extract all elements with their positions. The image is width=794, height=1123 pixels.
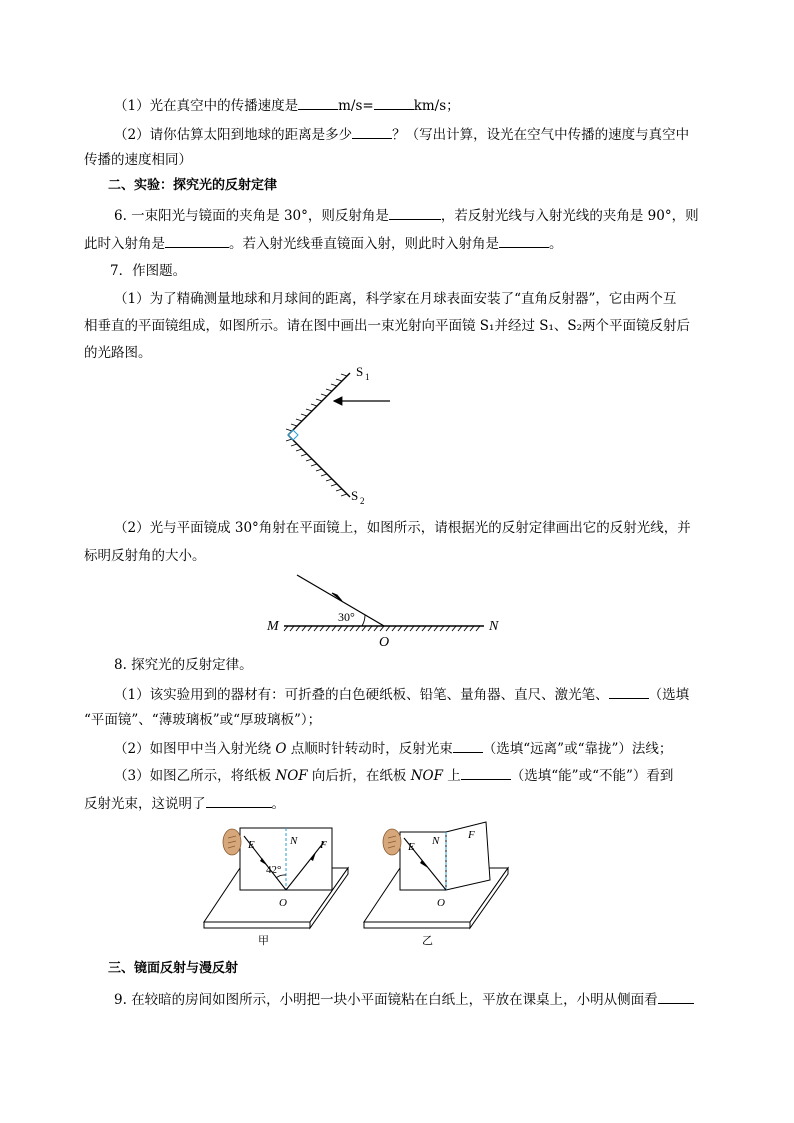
q6-line1 xyxy=(114,205,699,225)
q8-p1-line1 xyxy=(114,684,689,704)
q7-p1-line2: 相垂直的平面镜组成，如图所示。请在图中画出一束光射向平面镜 S₁并经过 S₁、S₂两个平面镜反射后 xyxy=(84,318,691,334)
corner-reflector-figure xyxy=(270,360,410,515)
q8-p4 xyxy=(84,793,285,813)
q9-text: 9. 在较暗的房间如图所示，小明把一块小平面镜粘在白纸上，平放在课桌上，小明从侧面看 xyxy=(114,992,658,1008)
section-title: 三、镜面反射与漫反射 xyxy=(108,961,239,976)
q8-p3 xyxy=(114,765,673,785)
q8-text-italic: O xyxy=(275,741,287,757)
angle-label: 42° xyxy=(266,864,282,876)
q8-text: （选填“远离”或“靠拢”）法线； xyxy=(482,741,673,757)
q6-line2 xyxy=(84,233,563,253)
q5-text: ？（写出计算，设光在空气中传播的速度与真空中 xyxy=(392,127,690,143)
answer-blank xyxy=(298,95,338,110)
q8-p1-line2: “平面镜”、“薄玻璃板”或“厚玻璃板”）； xyxy=(84,712,322,728)
q6-text: 。若入射光线垂直镜面入射，则此时入射角是 xyxy=(229,236,499,252)
q6-text: 。 xyxy=(549,236,563,252)
q8-text: 反射光束，这说明了 xyxy=(84,796,206,812)
label-e: E xyxy=(248,839,255,851)
q8-text-italic: NOF xyxy=(275,768,308,784)
caption-yi: 乙 xyxy=(422,935,433,947)
answer-blank xyxy=(352,124,392,139)
q8-text: （选填“能”或“不能”）看到 xyxy=(510,768,674,784)
answer-blank xyxy=(389,205,441,220)
label-o: O xyxy=(279,897,287,909)
q8-text: 上 xyxy=(442,768,461,784)
q7-p1-line3: 的光路图。 xyxy=(84,345,152,361)
q5-line3: 传播的速度相同） xyxy=(84,152,192,168)
q8-text: （2）如图甲中当入射光绕 xyxy=(114,741,276,757)
q8-text: 。 xyxy=(271,796,285,812)
label-s1-sub: 1 xyxy=(365,372,370,382)
answer-blank xyxy=(206,793,272,808)
q5-text: （1）光在真空中的传播速度是 xyxy=(114,98,299,114)
reflection-experiment-figure xyxy=(200,820,560,950)
mirror-hatching xyxy=(284,626,480,631)
q5-text: （2）请你估算太阳到地球的距离是多少 xyxy=(114,127,353,143)
q8-text: （选填 xyxy=(648,687,690,703)
q8-text: 向后折，在纸板 xyxy=(307,768,411,784)
answer-blank xyxy=(165,233,229,248)
q8-text: （1）该实验用到的器材有：可折叠的白色硬纸板、铅笔、量角器、直尺、激光笔、 xyxy=(114,687,609,703)
q5-text: m/s= xyxy=(338,98,374,114)
plane-mirror-figure xyxy=(262,568,512,650)
mirror-hatching xyxy=(286,374,347,431)
q8-p2 xyxy=(114,738,672,758)
label-f: F xyxy=(320,839,327,851)
answer-blank xyxy=(461,765,511,780)
label-o: O xyxy=(437,897,445,909)
label-n: N xyxy=(432,835,440,847)
label-o: O xyxy=(379,635,390,650)
answer-blank xyxy=(499,233,549,248)
q6-text: 此时入射角是 xyxy=(84,236,165,252)
q8-text: （3）如图乙所示，将纸板 xyxy=(114,768,276,784)
setup-yi xyxy=(364,822,508,947)
label-n: N xyxy=(489,619,499,634)
label-s2-sub: 2 xyxy=(360,496,365,506)
answer-blank xyxy=(374,95,414,110)
label-f: F xyxy=(468,829,475,841)
label-m: M xyxy=(267,619,279,634)
label-e: E xyxy=(408,841,415,853)
q8-text: 点顺时针转动时，反射光束 xyxy=(286,741,453,757)
q8-text-italic: NOF xyxy=(410,768,443,784)
label-s1: S xyxy=(356,364,364,379)
label-s2: S xyxy=(351,488,359,503)
label-n: N xyxy=(290,835,298,847)
section-title: 二、实验：探究光的反射定律 xyxy=(108,178,278,193)
q7-p1-line1: （1）为了精确测量地球和月球间的距离，科学家在月球表面安装了“直角反射器”，它由两个互 xyxy=(114,291,677,307)
q7-p2-line1: （2）光与平面镜成 30°角射在平面镜上，如图所示，请根据光的反射定律画出它的反射光线，并 xyxy=(114,520,691,536)
q5-text: km/s； xyxy=(413,98,460,114)
q7-title: 7．作图题。 xyxy=(110,263,187,279)
answer-blank xyxy=(609,684,649,699)
q9-line1 xyxy=(114,989,694,1009)
q5-line2 xyxy=(114,124,689,144)
q7-p2-line2: 标明反射角的大小。 xyxy=(84,548,206,564)
angle-label: 30° xyxy=(338,610,355,624)
q5-line1 xyxy=(114,95,460,115)
q8-title: 8. 探究光的反射定律。 xyxy=(114,657,253,673)
caption-jia: 甲 xyxy=(258,935,269,947)
answer-blank xyxy=(453,738,483,753)
setup-jia xyxy=(204,828,348,947)
q6-text: 6. 一束阳光与镜面的夹角是 30°，则反射角是 xyxy=(114,208,389,224)
q6-text: ，若反射光线与入射光线的夹角是 90°，则 xyxy=(440,208,699,224)
answer-blank xyxy=(658,989,694,1004)
